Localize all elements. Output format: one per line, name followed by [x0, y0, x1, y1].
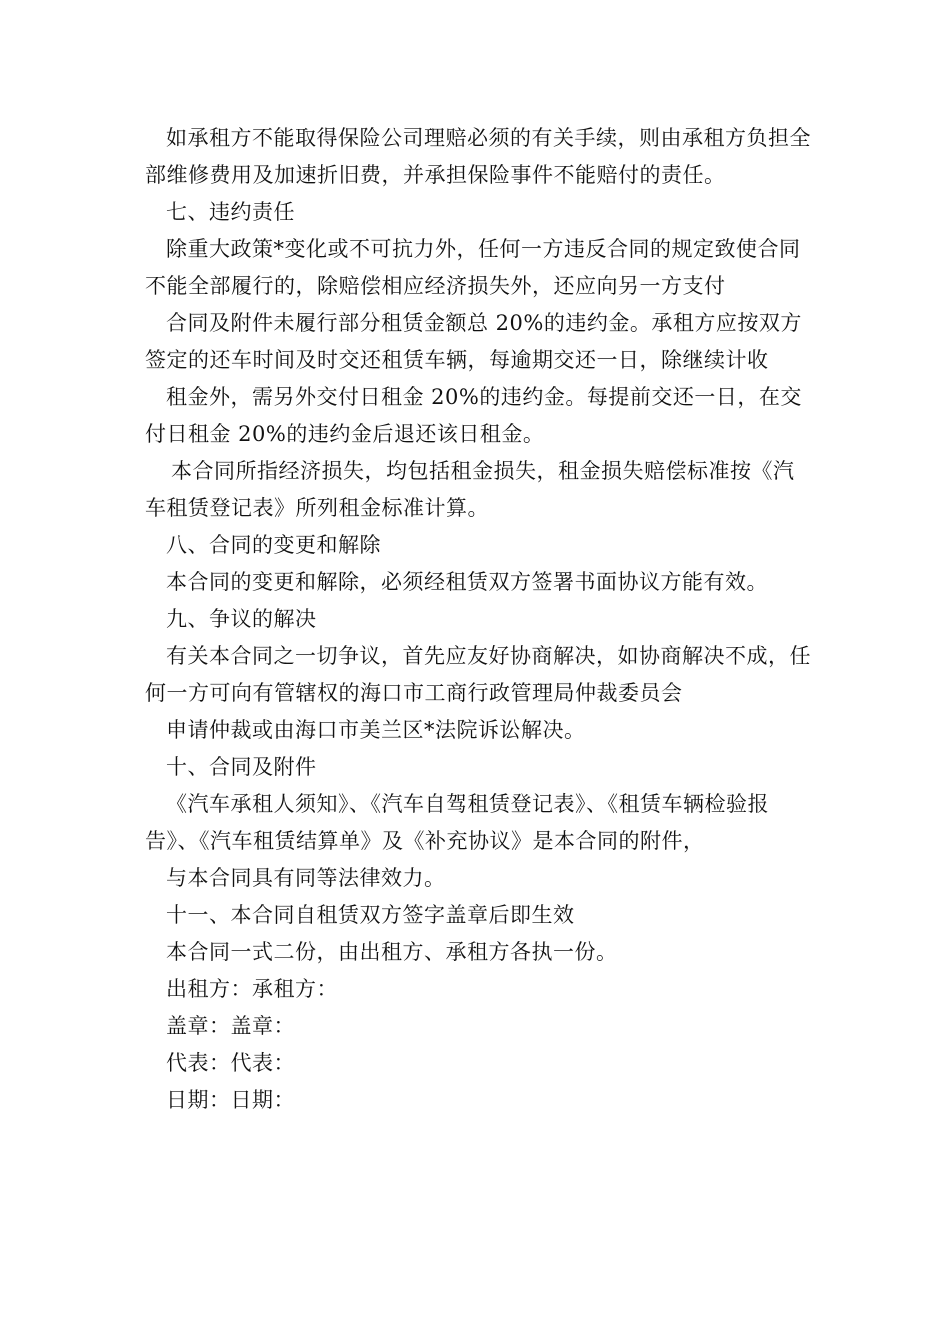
section-7-heading: 七、违约责任 [166, 200, 295, 224]
breach-paragraph-3: 租金外，需另外交付日租金 20%的违约金。每提前交还一日，在交付日租金 20%的违约金后退还该日租金。 [145, 385, 802, 446]
dispute-paragraph-2: 申请仲裁或由海口市美兰区*法院诉讼解决。 [166, 718, 586, 742]
signature-seal-line: 盖章：盖章： [166, 1014, 295, 1038]
attachments-paragraph-1: 《汽车承租人须知》、《汽车自驾租赁登记表》、《租赁车辆检验报告》、《汽车租赁结算单》及《补充协议》是本合同的附件， [145, 792, 769, 853]
signature-parties-line: 出租方：承租方： [166, 977, 338, 1001]
contract-body [145, 120, 815, 1119]
modification-paragraph: 本合同的变更和解除，必须经租赁双方签署书面协议方能有效。 [166, 570, 768, 594]
attachments-paragraph-2: 与本合同具有同等法律效力。 [166, 866, 446, 890]
section-8-heading: 八、合同的变更和解除 [166, 533, 381, 557]
insurance-liability-paragraph: 如承租方不能取得保险公司理赔必须的有关手续，则由承租方负担全部维修费用及加速折旧费，并承担保险事件不能赔付的责任。 [145, 126, 811, 187]
copies-paragraph: 本合同一式二份，由出租方、承租方各执一份。 [166, 940, 618, 964]
dispute-paragraph-1: 有关本合同之一切争议，首先应友好协商解决，如协商解决不成，任何一方可向有管辖权的海口市工商行政管理局仲裁委员会 [145, 644, 811, 705]
section-11-heading: 十一、本合同自租赁双方签字盖章后即生效 [166, 903, 575, 927]
section-9-heading: 九、争议的解决 [166, 607, 317, 631]
economic-loss-paragraph: 本合同所指经济损失，均包括租金损失，租金损失赔偿标准按《汽车租赁登记表》所列租金标准计算。 [145, 459, 795, 520]
breach-paragraph-1: 除重大政策*变化或不可抗力外，任何一方违反合同的规定致使合同不能全部履行的，除赔偿相应经济损失外，还应向另一方支付 [145, 237, 801, 298]
signature-date-line: 日期：日期： [166, 1088, 295, 1112]
section-10-heading: 十、合同及附件 [166, 755, 317, 779]
signature-representative-line: 代表：代表： [166, 1051, 295, 1075]
breach-paragraph-2: 合同及附件未履行部分租赁金额总 20%的违约金。承租方应按双方签定的还车时间及时交还租赁车辆，每逾期交还一日，除继续计收 [145, 311, 802, 372]
